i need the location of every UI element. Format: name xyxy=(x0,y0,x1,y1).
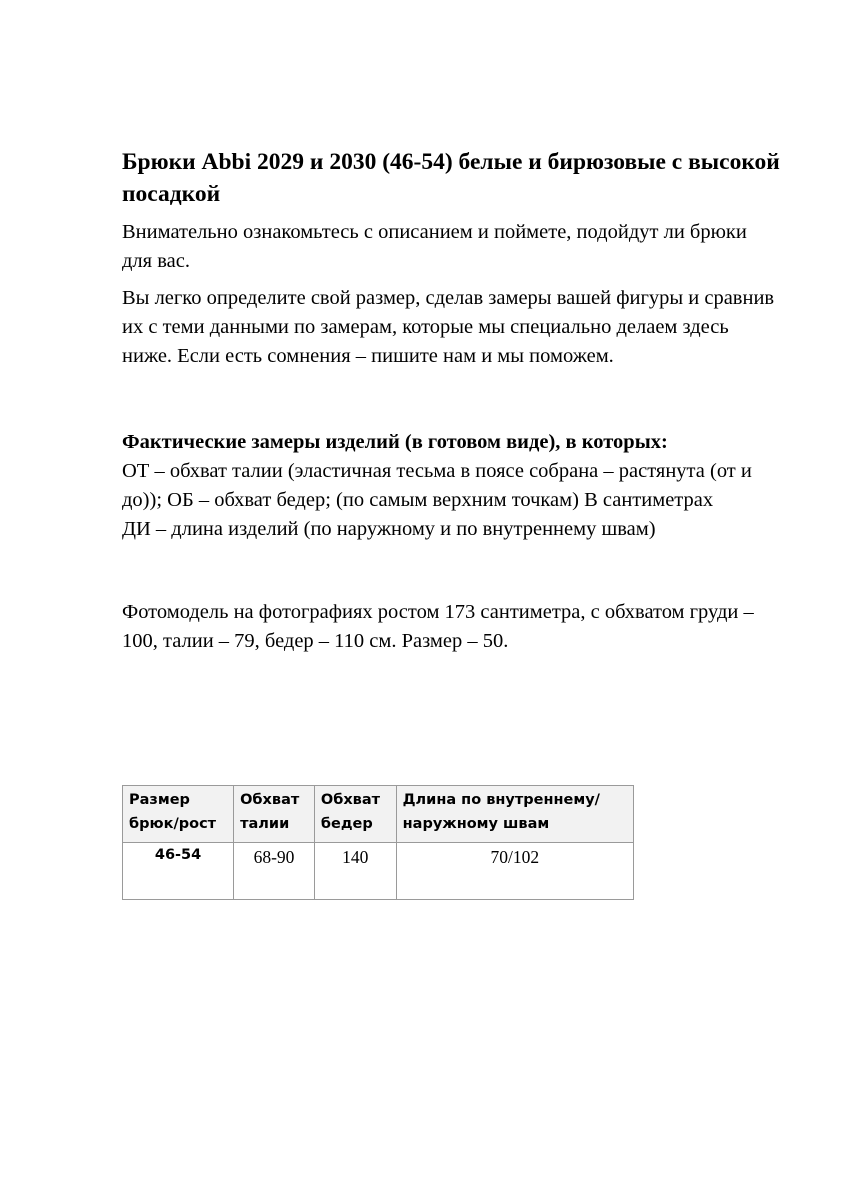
header-waist: Обхват талии xyxy=(234,786,315,843)
model-paragraph: Фотомодель на фотографиях ростом 173 сантиметра, с обхватом груди – 100, талии – 79, бедер – 110 см. Размер – 50. xyxy=(122,601,754,652)
cell-waist: 68-90 xyxy=(234,843,315,900)
header-length: Длина по внутреннему/наружному швам xyxy=(396,786,633,843)
page-title: Брюки Abbi 2029 и 2030 (46-54) белые и бирюзовые с высокой посадкой xyxy=(122,149,780,207)
measurements-ot-ob: ОТ – обхват талии (эластичная тесьма в поясе собрана – растянута (от и до)); ОБ – обхват бедер; (по самым верхним точкам) В сантиметрах xyxy=(122,460,752,511)
measurements-block xyxy=(122,428,782,544)
document-body xyxy=(122,146,782,656)
table-header-row xyxy=(123,786,634,843)
header-size: Размер брюк/рост xyxy=(123,786,234,843)
measurements-di: ДИ – длина изделий (по наружному и по внутреннему швам) xyxy=(122,518,656,540)
size-table xyxy=(122,785,634,900)
advice-paragraph: Вы легко определите свой размер, сделав замеры вашей фигуры и сравнив их с теми данными по замерам, которые мы специально делаем здесь ниже. Если есть сомнения – пишите нам и мы поможем. xyxy=(122,287,775,367)
cell-hips: 140 xyxy=(314,843,396,900)
cell-length: 70/102 xyxy=(396,843,633,900)
intro-paragraph: Внимательно ознакомьтесь с описанием и поймете, подойдут ли брюки для вас. xyxy=(122,221,747,272)
measurements-heading: Фактические замеры изделий (в готовом виде), в которых: xyxy=(122,431,668,453)
table-row xyxy=(123,843,634,900)
cell-size: 46-54 xyxy=(123,843,234,900)
header-hips: Обхват бедер xyxy=(314,786,396,843)
